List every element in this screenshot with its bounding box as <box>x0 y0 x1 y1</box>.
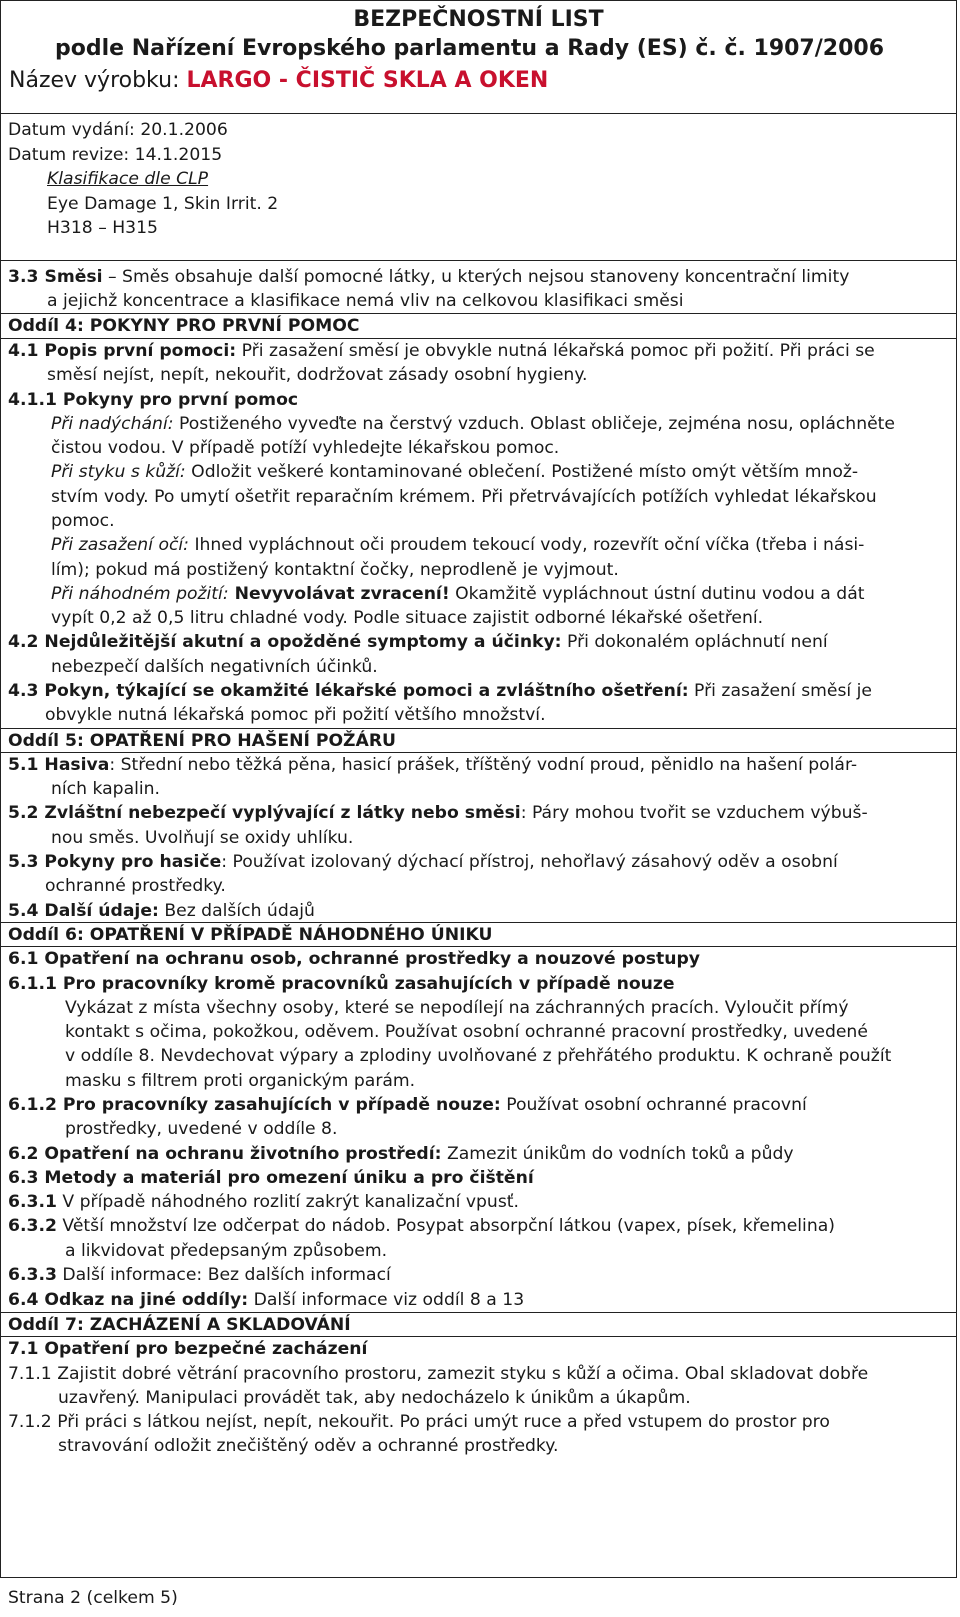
product-label: Název výrobku: <box>9 68 187 93</box>
p-6-3-3: 6.3.3 Další informace: Bez dalších informací <box>8 1265 391 1285</box>
revision-date: Datum revize: 14.1.2015 <box>8 145 223 165</box>
clp-hcodes: H318 – H315 <box>47 218 158 238</box>
p-7-1-1-cont: uzavřený. Manipulaci provádět tak, aby nedocházelo k únikům a úkapům. <box>58 1388 691 1408</box>
p-4-1-1: 4.1.1 Pokyny pro první pomoc <box>8 390 299 410</box>
skin-contact-cont2: pomoc. <box>51 511 115 531</box>
regulation-subtitle: podle Nařízení Evropského parlamentu a Rady (ES) č. č. 1907/2006 <box>55 36 885 61</box>
skin-contact: Při styku s kůží: Odložit veškeré kontaminované oblečení. Postižené místo omýt větším množ- <box>51 462 859 482</box>
p-6-4: 6.4 Odkaz na jiné oddíly: Další informace viz oddíl 8 a 13 <box>8 1290 525 1310</box>
p-6-3-2: 6.3.2 Větší množství lze odčerpat do nádob. Posypat absorpční látkou (vapex, písek, křemelina) <box>8 1216 835 1236</box>
p-6-1: 6.1 Opatření na ochranu osob, ochranné prostředky a nouzové postupy <box>8 949 700 969</box>
clp-heading: Klasifikace dle CLP <box>47 169 209 189</box>
p-7-1-1: 7.1.1 Zajistit dobré větrání pracovního prostoru, zamezit styku s kůží a očima. Obal skladovat dobře <box>8 1364 869 1384</box>
inhalation-cont: čistou vodou. V případě potíží vyhledejte lékařskou pomoc. <box>51 438 560 458</box>
section-6-heading: Oddíl 6: OPATŘENÍ V PŘÍPADĚ NÁHODNÉHO ÚNIKU <box>8 925 493 945</box>
p-4-3-cont: obvykle nutná lékařská pomoc při požití většího množství. <box>45 705 546 725</box>
section-5-heading: Oddíl 5: OPATŘENÍ PRO HAŠENÍ POŽÁRU <box>8 731 397 751</box>
p-6-3-2-cont: a likvidovat předepsaným způsobem. <box>65 1241 388 1261</box>
p-4-3: 4.3 Pokyn, týkající se okamžité lékařské pomoci a zvláštního ošetření: Při zasažení směsí je <box>8 681 873 701</box>
skin-contact-cont: stvím vody. Po umytí ošetřit reparačním krémem. Při přetrvávajících potížích vyhledat lékařskou <box>51 487 877 507</box>
p-5-3: 5.3 Pokyny pro hasiče: Používat izolovaný dýchací přístroj, nehořlavý zásahový oděv a osobní <box>8 852 838 872</box>
document-title: BEZPEČNOSTNÍ LIST <box>353 7 604 32</box>
section-7-heading: Oddíl 7: ZACHÁZENÍ A SKLADOVÁNÍ <box>8 1315 351 1335</box>
p-5-4: 5.4 Další údaje: Bez dalších údajů <box>8 901 315 921</box>
p-5-2: 5.2 Zvláštní nebezpečí vyplývající z látky nebo směsi: Páry mohou tvořit se vzduchem výbuš- <box>8 803 868 823</box>
p-6-3: 6.3 Metody a materiál pro omezení úniku a pro čištění <box>8 1168 534 1188</box>
p-6-2: 6.2 Opatření na ochranu životního prostředí: Zamezit únikům do vodních toků a půdy <box>8 1144 794 1164</box>
p-6-1-1-text2: kontakt s očima, pokožkou, oděvem. Používat osobní ochranné pracovní prostředky, uvedené <box>65 1022 868 1042</box>
p-5-2-cont: nou směs. Uvolňují se oxidy uhlíku. <box>51 828 354 848</box>
section-4-heading: Oddíl 4: POKYNY PRO PRVNÍ POMOC <box>8 316 360 336</box>
ingestion: Při náhodném požití: Nevyvolávat zvracení! Okamžitě vypláchnout ústní dutinu vodou a dát <box>51 584 865 604</box>
p-4-1-cont: směsí nejíst, nepít, nekouřit, dodržovat zásady osobní hygieny. <box>47 365 588 385</box>
eye-contact-cont: lím); pokud má postižený kontaktní čočky, neprodleně je vyjmout. <box>51 560 619 580</box>
p-6-1-2: 6.1.2 Pro pracovníky zasahujících v případě nouze: Používat osobní ochranné pracovní <box>8 1095 807 1115</box>
product-line <box>9 66 548 96</box>
p-5-3-cont: ochranné prostředky. <box>45 876 226 896</box>
divider <box>0 260 957 261</box>
p-6-1-1-text4: masku s filtrem proti organickým parám. <box>65 1071 416 1091</box>
section-3-3: 3.3 Směsi – Směs obsahuje další pomocné látky, u kterých nejsou stanoveny koncentrační limity <box>8 267 850 287</box>
page-number: Strana 2 (celkem 5) <box>8 1588 178 1608</box>
p-6-1-1-text: Vykázat z místa všechny osoby, které se nepodílejí na záchranných pracích. Vyloučit přímý <box>65 998 849 1018</box>
issue-date: Datum vydání: 20.1.2006 <box>8 120 228 140</box>
p-6-3-1: 6.3.1 V případě náhodného rozlití zakrýt kanalizační vpusť. <box>8 1192 519 1212</box>
p-7-1-2-cont: stravování odložit znečištěný oděv a ochranné prostředky. <box>58 1436 559 1456</box>
inhalation: Při nadýchání: Postiženého vyveďte na čerstvý vzduch. Oblast obličeje, zejména nosu, opláchněte <box>51 414 895 434</box>
p-6-1-1: 6.1.1 Pro pracovníky kromě pracovníků zasahujících v případě nouze <box>8 974 675 994</box>
p-6-1-1-text3: v oddíle 8. Nevdechovat výpary a zplodiny uvolňované z přehřátého produktu. K ochraně použít <box>65 1046 892 1066</box>
product-name: LARGO - ČISTIČ SKLA A OKEN <box>186 68 549 93</box>
p-5-1: 5.1 Hasiva: Střední nebo těžká pěna, hasicí prášek, tříštěný vodní proud, pěnidlo na hašení polár- <box>8 755 858 775</box>
ingestion-cont: vypít 0,2 až 0,5 litru chladné vody. Podle situace zajistit odborné lékařské ošetření. <box>51 608 764 628</box>
p-5-1-cont: ních kapalin. <box>51 779 161 799</box>
p-4-2-cont: nebezpečí dalších negativních účinků. <box>51 657 378 677</box>
p-6-1-2-cont: prostředky, uvedené v oddíle 8. <box>65 1119 338 1139</box>
p-4-1: 4.1 Popis první pomoci: Při zasažení směsí je obvykle nutná lékařská pomoc při požití. Při práci se <box>8 341 875 361</box>
header-box <box>0 0 957 114</box>
p-7-1: 7.1 Opatření pro bezpečné zacházení <box>8 1339 368 1359</box>
p-7-1-2: 7.1.2 Při práci s látkou nejíst, nepít, nekouřit. Po práci umýt ruce a před vstupem do prostor pro <box>8 1412 830 1432</box>
p-4-2: 4.2 Nejdůležitější akutní a opožděné symptomy a účinky: Při dokonalém opláchnutí není <box>8 632 828 652</box>
clp-classes: Eye Damage 1, Skin Irrit. 2 <box>47 194 279 214</box>
section-3-3-cont: a jejichž koncentrace a klasifikace nemá vliv na celkovou klasifikaci směsi <box>47 291 684 311</box>
eye-contact: Při zasažení očí: Ihned vypláchnout oči proudem tekoucí vody, rozevřít oční víčka (třeba i nási- <box>51 535 865 555</box>
